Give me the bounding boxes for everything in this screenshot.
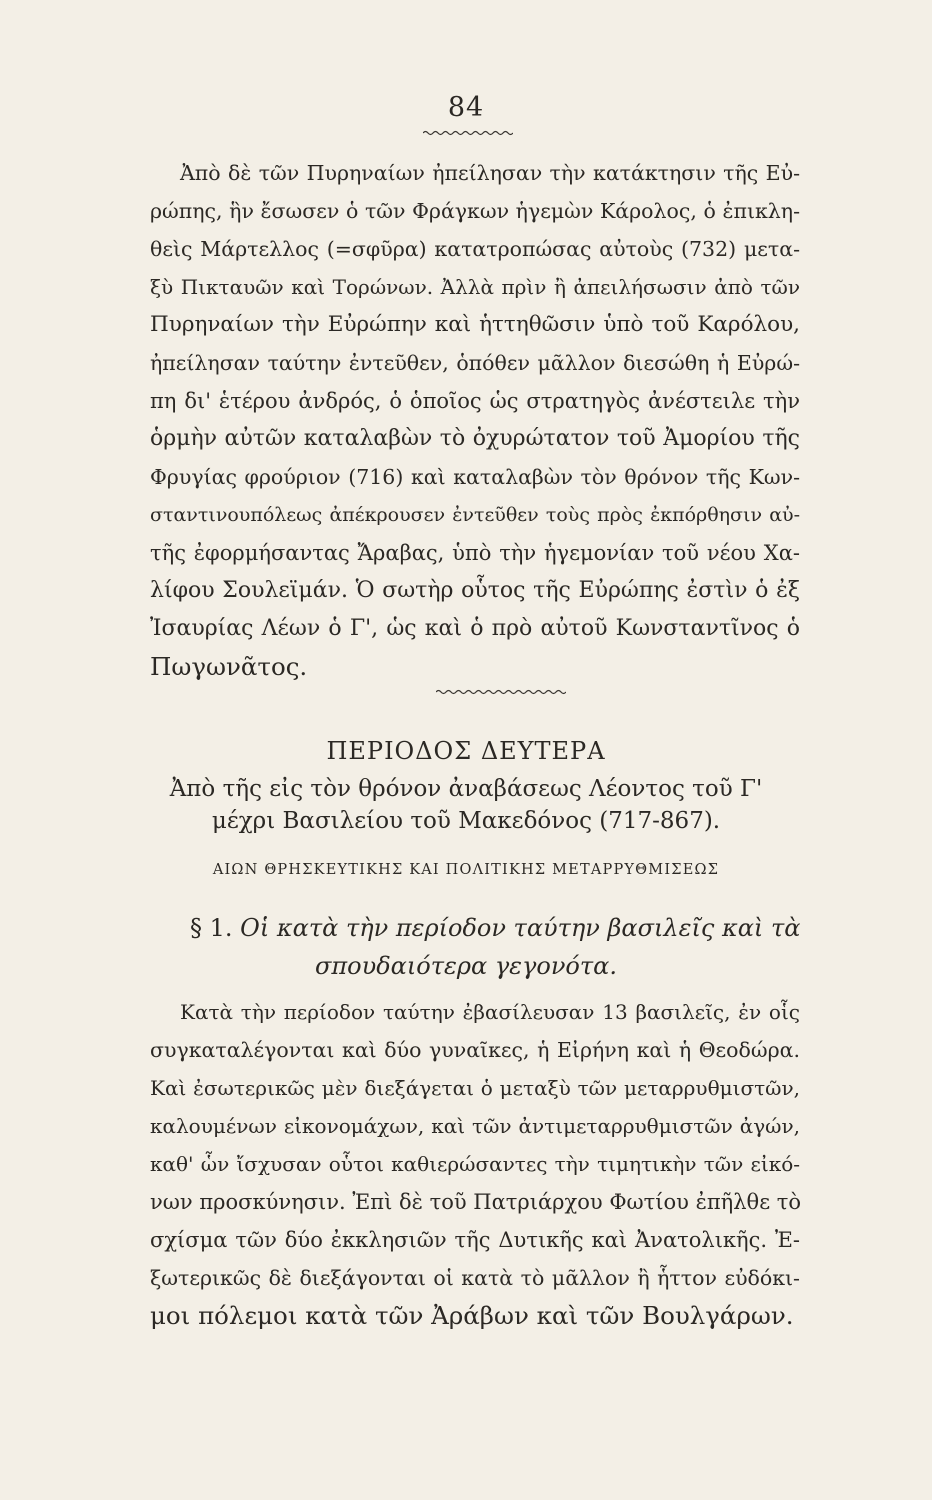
text-line: Πυρηναίων τὴν Εὐρώπην καὶ ἡττηθῶσιν ὑπὸ τοῦ Καρόλου, bbox=[150, 312, 800, 337]
text-line: νων προσκύνησιν. Ἐπὶ δὲ τοῦ Πατριάρχου Φωτίου ἐπῆλθε τὸ bbox=[150, 1190, 802, 1214]
chapter-subtitle-line-1: Ἀπὸ τῆς εἰς τὸν θρόνον ἀναβάσεως Λέοντος τοῦ Γ' bbox=[169, 776, 763, 802]
text-line: ὁρμὴν αὐτῶν καταλαβὼν τὸ ὀχυρώτατον τοῦ Ἀμορίου τῆς bbox=[150, 426, 800, 451]
text-line: Πωγωνᾶτος. bbox=[150, 652, 308, 681]
section-title: Οἱ κατὰ τὴν περίοδον ταύτην βασιλεῖς καὶ τὰ bbox=[240, 914, 801, 942]
text-line: σταντινουπόλεως ἀπέκρουσεν ἐντεῦθεν τοὺς πρὸς ἐκπόρθησιν αὐ- bbox=[150, 504, 800, 526]
section-number: § 1. bbox=[190, 914, 233, 942]
text-line: λίφου Σουλεϊμάν. Ὁ σωτὴρ οὗτος τῆς Εὐρώπης ἐστὶν ὁ ἐξ bbox=[150, 578, 800, 603]
text-line: Ἀπὸ δὲ τῶν Πυρηναίων ἠπείλησαν τὴν κατάκτησιν τῆς Εὐ- bbox=[180, 161, 800, 185]
text-line: συγκαταλέγονται καὶ δύο γυναῖκες, ἡ Εἰρήνη καὶ ἡ Θεοδώρα. bbox=[150, 1038, 800, 1062]
top-ornament-rule bbox=[423, 130, 513, 136]
chapter-subtitle-line-2: μέχρι Βασιλείου τοῦ Μακεδόνος (717-867). bbox=[211, 808, 721, 834]
text-line: Φρυγίας φρούριον (716) καὶ καταλαβὼν τὸν θρόνον τῆς Κων- bbox=[150, 465, 800, 489]
text-line: ἠπείλησαν ταύτην ἐντεῦθεν, ὁπόθεν μᾶλλον διεσώθη ἡ Εὐρώ- bbox=[150, 351, 800, 375]
text-line: ξὺ Πικταυῶν καὶ Τορώνων. Ἀλλὰ πρὶν ἢ ἀπειλήσωσιν ἀπὸ τῶν bbox=[150, 275, 800, 299]
section-ornament-rule bbox=[436, 689, 566, 695]
text-line: θεὶς Μάρτελλος (=σφῦρα) κατατροπώσας αὐτοὺς (732) μετα- bbox=[150, 237, 800, 261]
section-heading-line-2: σπουδαιότερα γεγονότα. bbox=[315, 952, 617, 980]
page-number: 84 bbox=[447, 92, 485, 123]
chapter-title: ΠΕΡΙΟΔΟΣ ΔΕΥΤΕΡΑ bbox=[326, 737, 606, 765]
text-line: Καὶ ἐσωτερικῶς μὲν διεξάγεται ὁ μεταξὺ τῶν μεταρρυθμιστῶν, bbox=[150, 1076, 800, 1100]
text-line: πη δι' ἑτέρου ἀνδρός, ὁ ὁποῖος ὡς στρατηγὸς ἀνέστειλε τὴν bbox=[150, 389, 800, 413]
text-line: ρώπης, ἣν ἔσωσεν ὁ τῶν Φράγκων ἡγεμὼν Κάρολος, ὁ ἐπικλη- bbox=[150, 199, 800, 223]
text-line: Κατὰ τὴν περίοδον ταύτην ἐβασίλευσαν 13 βασιλεῖς, ἐν οἷς bbox=[180, 1000, 800, 1024]
text-line: σχίσμα τῶν δύο ἐκκλησιῶν τῆς Δυτικῆς καὶ Ἀνατολικῆς. Ἐ- bbox=[150, 1228, 800, 1252]
text-line: μοι πόλεμοι κατὰ τῶν Ἀράβων καὶ τῶν Βουλγάρων. bbox=[150, 1301, 794, 1330]
text-line: Ἰσαυρίας Λέων ὁ Γ', ὡς καὶ ὁ πρὸ αὐτοῦ Κωνσταντῖνος ὁ bbox=[150, 616, 800, 641]
age-heading: ΑΙΩΝ ΘΡΗΣΚΕΥΤΙΚΗΣ ΚΑΙ ΠΟΛΙΤΙΚΗΣ ΜΕΤΑΡΡΥΘΜΙΣΕΩΣ bbox=[212, 862, 720, 878]
section-heading-line-1 bbox=[190, 914, 800, 942]
text-line: τῆς ἐφορμήσαντας Ἄραβας, ὑπὸ τὴν ἡγεμονίαν τοῦ νέου Χα- bbox=[150, 541, 800, 565]
text-line: ξωτερικῶς δὲ διεξάγονται οἱ κατὰ τὸ μᾶλλον ἢ ἧττον εὐδόκι- bbox=[150, 1266, 800, 1290]
text-line: καλουμένων εἰκονομάχων, καὶ τῶν ἀντιμεταρρυθμιστῶν ἀγών, bbox=[150, 1114, 800, 1138]
text-line: καθ' ὧν ἴσχυσαν οὗτοι καθιερώσαντες τὴν τιμητικὴν τῶν εἰκό- bbox=[150, 1152, 800, 1176]
